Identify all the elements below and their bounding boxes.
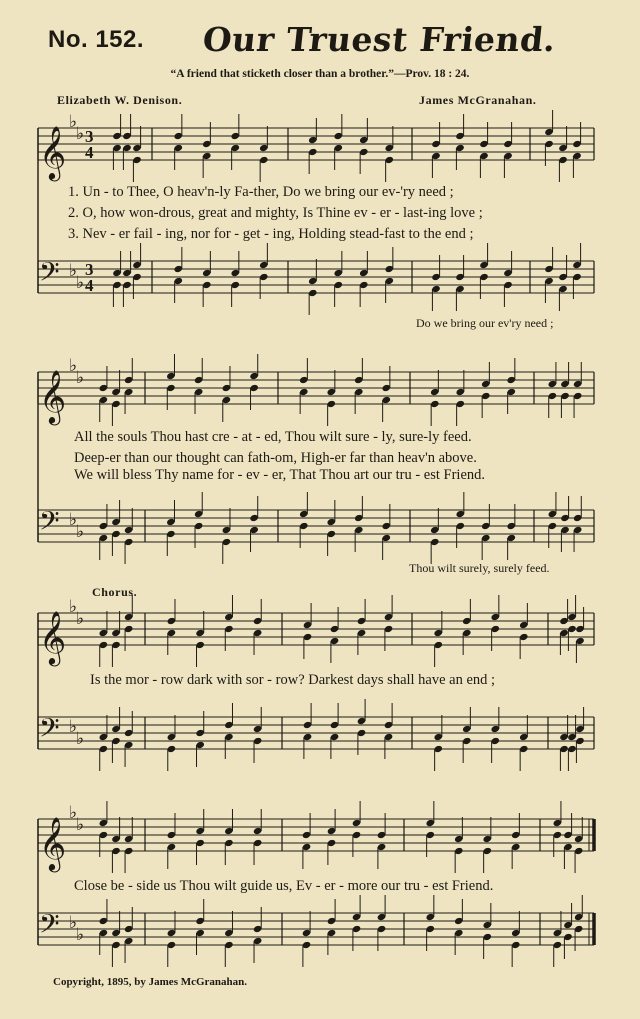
author-credit: Elizabeth W. Denison. <box>57 93 183 107</box>
lyric-line: Close be - side us Thou wilt guide us, Ev - er - more our tru - est Friend. <box>74 878 494 894</box>
bass-clef: 𝄢 <box>39 908 60 946</box>
flat-sign: ♭ <box>76 522 85 542</box>
lyric-line: 2. O, how won-drous, great and mighty, Is Thine ev - er - last-ing love ; <box>68 205 483 221</box>
flat-sign: ♭ <box>69 356 78 376</box>
lyric-line: All the souls Thou hast cre - at - ed, Thou wilt sure - ly, sure-ly feed. <box>74 429 472 445</box>
bass-clef: 𝄢 <box>39 256 60 294</box>
flat-sign: ♭ <box>69 510 78 530</box>
bass-echo-text: Thou wilt surely, surely feed. <box>409 561 550 575</box>
composer-credit: James McGranahan. <box>419 93 537 107</box>
flat-sign: ♭ <box>76 925 85 945</box>
flat-sign: ♭ <box>69 112 78 132</box>
bass-clef: 𝄢 <box>39 712 60 750</box>
flat-sign: ♭ <box>69 597 78 617</box>
scripture-reference: “A friend that sticketh closer than a brother.”—Prov. 18 : 24. <box>170 68 470 80</box>
flat-sign: ♭ <box>76 815 85 835</box>
flat-sign: ♭ <box>76 368 85 388</box>
lyric-line: 1. Un - to Thee, O heav'n-ly Fa-ther, Do we bring our ev-'ry need ; <box>68 184 454 200</box>
bass-clef: 𝄢 <box>39 505 60 543</box>
lyric-line: Is the mor - row dark with sor - row? Darkest days shall have an end ; <box>90 672 496 688</box>
bass-echo-text: Do we bring our ev'ry need ; <box>416 316 554 330</box>
flat-sign: ♭ <box>76 124 85 144</box>
hymn-title: Our Truest Friend. <box>200 20 558 59</box>
flat-sign: ♭ <box>76 609 85 629</box>
copyright-notice: Copyright, 1895, by James McGranahan. <box>53 976 248 988</box>
time-signature: 4 <box>85 143 94 162</box>
lyric-line: Deep-er than our thought can fath-om, High-er far than heav'n above. <box>74 450 477 466</box>
flat-sign: ♭ <box>76 729 85 749</box>
lyric-line: 3. Nev - er fail - ing, nor for - get - ing, Holding stead-fast to the end ; <box>68 226 474 242</box>
flat-sign: ♭ <box>76 273 85 293</box>
treble-clef: 𝄞 <box>39 369 67 423</box>
time-signature: 3 <box>85 260 94 279</box>
lyric-line: We will bless Thy name for - ev - er, That Thou art our tru - est Friend. <box>74 467 485 483</box>
time-signature: 4 <box>85 276 94 295</box>
treble-clef: 𝄞 <box>39 610 67 664</box>
flat-sign: ♭ <box>69 717 78 737</box>
flat-sign: ♭ <box>69 261 78 281</box>
flat-sign: ♭ <box>69 803 78 823</box>
flat-sign: ♭ <box>69 913 78 933</box>
chorus-label: Chorus. <box>92 585 138 599</box>
treble-clef: 𝄞 <box>39 816 67 870</box>
hymn-number: No. 152. <box>48 26 145 53</box>
time-signature: 3 <box>85 127 94 146</box>
treble-clef: 𝄞 <box>39 125 67 179</box>
